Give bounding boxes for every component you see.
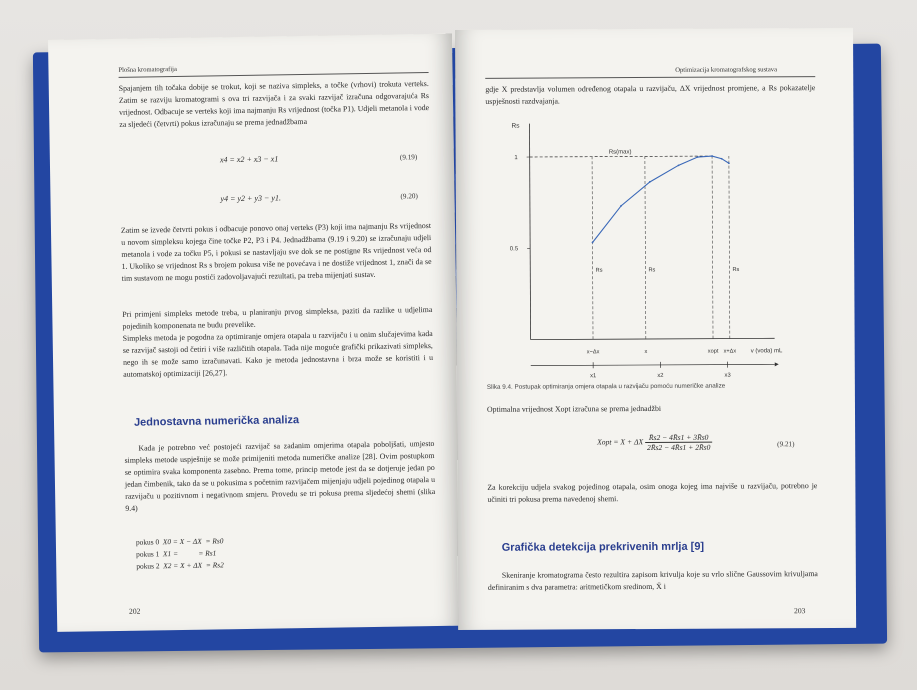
rs-curve-point	[649, 181, 651, 183]
rs-curve-point	[620, 205, 622, 207]
bottom-axis	[531, 364, 775, 365]
equation-9-21-denominator: 2R̄s2 − 4R̄s1 + 2R̄s0	[646, 442, 711, 453]
left-page	[48, 34, 461, 632]
equation-9-21: Xopt = X + ΔX $\frac{R̄s2 - 4R̄s1 + 3R̄s0}{2R̄s2 - 4R̄s1 + 2R̄s0}$	[597, 432, 711, 453]
x-axis-label: v (voda) mL	[750, 348, 783, 355]
y-tick-label: 1	[514, 155, 518, 162]
rs-max-label: Rs(max)	[608, 149, 632, 156]
equation-9-21-number: (9.21)	[777, 440, 795, 449]
equation-9-19: x4 = x2 + x3 − x1	[219, 154, 279, 165]
left-paragraph-5: Kada je potrebno već postojeći razvijač sa zadanim omjerima otapala poboljšati, umjesto simpleks metode uspješnije se može primijeniti metoda numeričke analize [28]. Ovim postupkom se optimira svaka komponenta zasebno. Prema tome, princip metode jest da se dotjeruje jedan po jedan čimbenik, tako da se u pokusima s početnim razvijačem mijenjaju udjeli pojedinog otapala u razvijaču u pozitivnom i negativnom smjeru. Provedu se tri pokusa prema sljedećoj shemi (slika 9.4)	[124, 438, 436, 513]
experiment-step: pokus 2 X2 = X + ΔX = Rs2	[136, 560, 224, 571]
rs-point-label: Rs	[732, 266, 740, 273]
equation-9-21-numerator: R̄s2 − 4R̄s1 + 3R̄s0	[645, 433, 712, 443]
y-axis	[529, 124, 530, 340]
figure-caption: Slika 9.4. Postupak optimiranja omjera otapala u razvijaču pomoću numeričke analize	[486, 382, 726, 391]
right-header-rule	[485, 76, 815, 79]
correction-text: Za korekciju udjela svakog pojedinog otapala, osim onoga kojeg ima najviše u razvijaču, potrebno je učiniti tri pokusa prema navedenoj shemi.	[487, 481, 818, 504]
left-paragraph-2: Zatim se izvede četvrti pokus i odbacuje ponovo onaj verteks (P3) koji ima najmanju Rs vrijednost u novom simpleksu kojega čine točke P2, P3 i P4. Jednadžbama (9.19 i 9.20) se izračunaju udjeli metanola i vode za točku P5, i pokusi se nastavljaju sve dok se ne postigne Rs vrijednost veća od 1. Ukoliko se vrijednost Rs s brojem pokusa više ne povećava i ne dostiže vrijednost 1, znači da se tim sustavom ne mogu postići zadovoljavajući rezultati, pa treba mijenjati sustav.	[120, 221, 432, 283]
y-tick-label: 0.5	[509, 246, 519, 253]
bottom-axis-tick-label: x1	[590, 373, 597, 380]
equation-9-19-number: (9.19)	[399, 153, 418, 162]
right-page-number: 203	[794, 606, 806, 616]
rs-max-line	[530, 156, 712, 157]
figure-9-4-chart	[485, 110, 816, 380]
rs-curve-point	[728, 162, 730, 164]
rs-curve	[592, 156, 729, 243]
x-marker-label: x+Δx	[723, 348, 737, 355]
x-marker-line	[712, 156, 713, 339]
equation-9-20-number: (9.20)	[400, 192, 418, 201]
left-running-header: Plošna kromatografija	[118, 65, 177, 74]
left-paragraph-4: Simpleks metoda je pogodna za optimiranje omjera otapala u razvijaču i u onim slučajevima kada se razvijač sastoji od četiri i više različitih otapala. Tada nije moguće grafički prikazivati simpleks, nego ih se može samo izračunavati. Kako je metoda jednostavna i brza može se koristiti i u automatskoj optimizaciji [26,27].	[122, 328, 434, 379]
rs-curve-point	[711, 155, 713, 157]
rs-curve-point	[678, 164, 680, 166]
bottom-axis-tick-label: x2	[657, 372, 664, 379]
left-paragraph-3: Pri primjeni simpleks metode treba, u planiranju prvog simpleksa, paziti da razlike u udjelima pojedinih komponenata ne budu prevelike.	[122, 304, 433, 331]
x-marker-line	[645, 156, 646, 339]
left-paragraph-1: Spajanjem tih točaka dobije se trokut, koji se naziva simpleks, a točke (vrhovi) trokuta verteks. Zatim se razviju kromatogrami s ova tri razvijača i za svaki razvijač izračuna odgovarajuća Rs vrijednost. Odbacuje se verteks koji ima najmanju Rs vrijednost (točka P1). Udjeli metanola i vode za sljedeći (četvrti) pokus izračunaju se prema jednadžbama	[118, 79, 430, 129]
left-page-number: 202	[128, 606, 141, 616]
rs-point-label: Rs	[595, 267, 603, 274]
rs-point-label: Rs	[648, 267, 656, 274]
rs-curve-point	[592, 242, 594, 244]
x-axis	[531, 338, 775, 339]
experiment-scheme	[136, 535, 224, 572]
x-marker-line	[592, 157, 593, 340]
rs-curve-point	[697, 156, 699, 158]
x-marker-label: xopt	[707, 348, 719, 355]
y-axis-label: Rs	[511, 122, 520, 130]
heading-graphical-detection: Grafička detekcija prekrivenih mrlja [9]	[501, 540, 705, 554]
experiment-step: pokus 1 X1 = = Rs1	[136, 548, 217, 559]
rs-curve-point	[721, 158, 723, 160]
right-last-paragraph: Skeniranje kromatograma često rezultira zapisom krivulja koje su vrlo slične Gaussovim krivuljama definiranim s dva parametra: aritmetičkom sredinom, X̄ i	[487, 569, 818, 592]
right-running-header: Optimizacija kromatografskog sustava	[675, 66, 778, 74]
equation-9-20: y4 = y2 + y3 − y1.	[220, 193, 281, 204]
x-marker-label: x	[644, 348, 648, 356]
experiment-step: pokus 0 X0 = X − ΔX = Rs0	[135, 536, 224, 547]
right-intro: gdje X predstavlja volumen određenog otapala u razvijaču, ΔX vrijednost promjene, a Rs pokazatelje uspješnosti razdvajanja.	[485, 83, 816, 106]
bottom-axis-arrow	[775, 362, 779, 366]
x-marker-label: x−Δx	[586, 349, 600, 356]
right-page	[455, 28, 856, 630]
heading-numerical-analysis: Jednostavna numerička analiza	[133, 414, 300, 429]
x-marker-line	[729, 156, 730, 339]
optimal-value-text: Optimalna vrijednost Xopt izračuna se prema jednadžbi	[486, 403, 662, 414]
bottom-axis-tick-label: x3	[724, 372, 731, 379]
